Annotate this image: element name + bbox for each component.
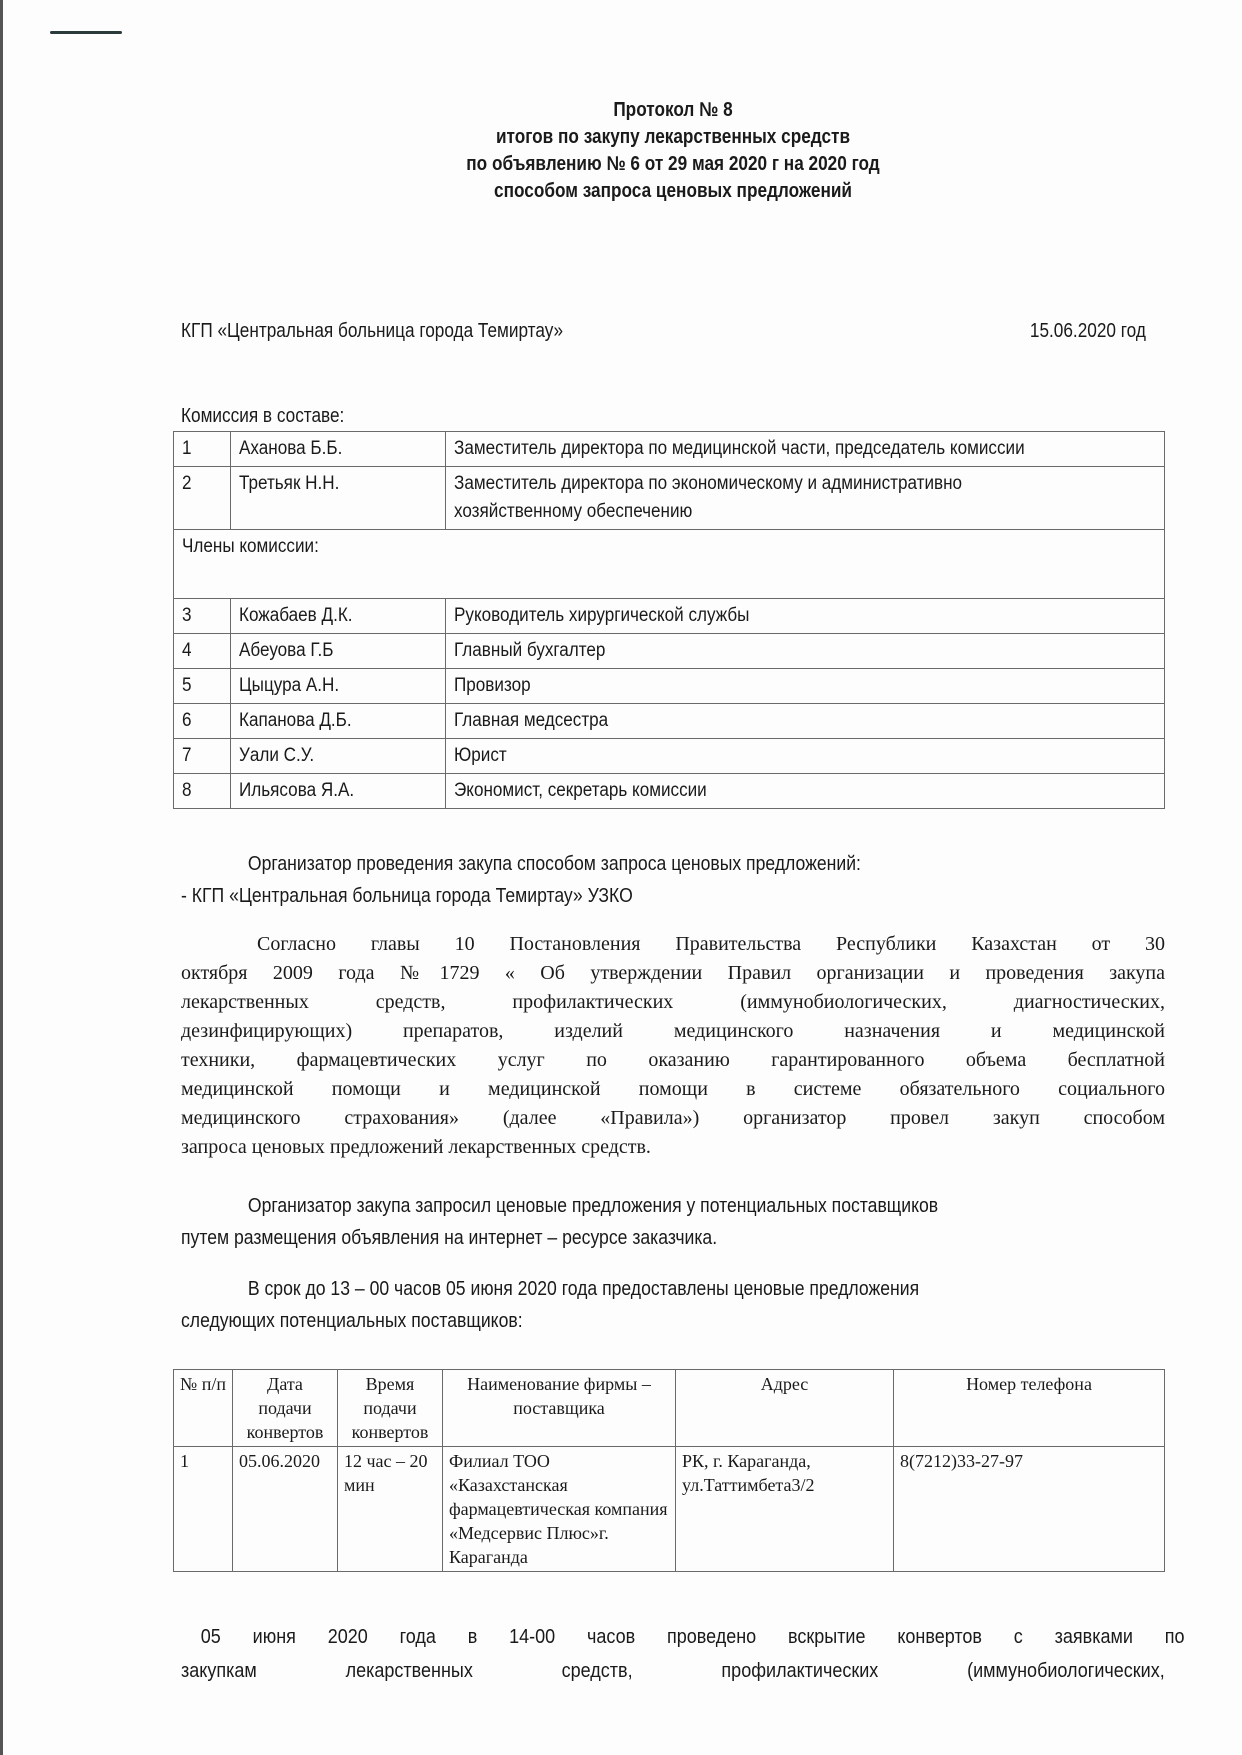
member-name: Капанова Д.Б. [239,710,352,731]
document-title-block [181,97,1165,205]
organization-name: КГП «Центральная больница города Темиртау» [181,320,564,342]
document-date: 15.06.2020 год [1030,320,1146,342]
legal-paragraph [181,930,1165,1162]
paragraph-line: путем размещения объявления на интернет – ресурсе заказчика. [181,1227,718,1249]
paragraph-line: лекарственных средств, профилактических (иммунобиологических, диагностических, [181,991,1165,1013]
paragraph-line: закупкам лекарственных средств, профилактических (иммунобиологических, [181,1660,1165,1682]
organizer-line: - КГП «Центральная больница города Темиртау» УЗКО [181,885,633,907]
subtitle-line: способом запроса ценовых предложений [494,180,852,202]
table-row [174,432,1165,467]
member-role: Главная медсестра [454,710,609,731]
organization-date-line [181,320,1146,343]
row-number: 4 [182,640,192,661]
paragraph-line: В срок до 13 – 00 часов 05 июня 2020 года предоставлены ценовые предложения [247,1278,920,1300]
table-row [174,669,1165,704]
paragraph-line: 05 июня 2020 года в 14-00 часов проведено вскрытие конвертов с заявками по [200,1626,1185,1648]
member-name: Третьяк Н.Н. [239,473,340,494]
suppliers-table [173,1369,1165,1572]
commission-label: Комиссия в составе: [181,405,345,427]
member-role: Главный бухгалтер [454,640,606,661]
row-number: 3 [182,605,192,626]
table-row [174,634,1165,669]
table-row [174,467,1165,530]
table-row [174,704,1165,739]
member-role: Юрист [454,745,507,766]
column-header: № п/п [174,1370,233,1447]
member-name: Цыцура А.Н. [239,675,340,696]
member-name: Уали С.У. [239,745,315,766]
paragraph-line: октября 2009 года №1729 « Об утверждении Правил организации и проведения закупа [181,962,1165,984]
paragraph-line: Организатор закупа запросил ценовые предложения у потенциальных поставщиков [247,1195,939,1217]
member-role: Заместитель директора по экономическому и административно хозяйственному обеспечению [454,473,963,522]
scan-edge [0,0,3,1755]
member-name: Кожабаев Д.К. [239,605,353,626]
paragraph-line: запроса ценовых предложений лекарственных средств. [181,1136,651,1158]
row-number: 7 [182,745,192,766]
submission-date: 05.06.2020 [233,1447,338,1572]
final-paragraph [181,1620,1185,1688]
member-role: Заместитель директора по медицинской части, председатель комиссии [454,438,1025,459]
corner-pen-mark [50,31,122,34]
subtitle-line: по объявлению № 6 от 29 мая 2020 г на 2020 год [466,153,880,175]
column-header: Адрес [676,1370,894,1447]
members-label: Члены комиссии: [182,536,319,557]
member-name: Ильясова Я.А. [239,780,355,801]
paragraph-line: техники, фармацевтических услуг по оказанию гарантированного объема бесплатной [181,1049,1165,1071]
column-header: Наименование фирмы – поставщика [443,1370,676,1447]
table-header-row [174,1370,1165,1447]
paragraph-line: медицинского страхования» (далее «Правила») организатор провел закуп способом [181,1107,1165,1129]
subtitle-line: итогов по закупу лекарственных средств [495,126,851,148]
column-header: Номер телефона [894,1370,1165,1447]
members-label-row [174,530,1165,599]
row-number: 2 [182,473,192,494]
table-row [174,599,1165,634]
company-name: Филиал ТОО «Казахстанская фармацевтическая компания «Медсервис Плюс»г. Караганда [443,1447,676,1572]
deadline-paragraph [181,1273,1165,1337]
table-row [174,739,1165,774]
company-phone: 8(7212)33-27-97 [894,1447,1165,1572]
row-number: 1 [174,1447,233,1572]
column-header: Дата подачи конвертов [233,1370,338,1447]
commission-table [173,431,1165,809]
protocol-title: Протокол № 8 [613,99,733,121]
submission-time: 12 час – 20 мин [338,1447,443,1572]
member-role: Провизор [454,675,531,696]
member-name: Абеуова Г.Б [239,640,334,661]
organizer-line: Организатор проведения закупа способом запроса ценовых предложений: [247,853,861,875]
member-name: Аханова Б.Б. [239,438,343,459]
table-row [174,774,1165,809]
request-paragraph [181,1190,1165,1254]
organizer-paragraph [181,848,1165,912]
paragraph-line: дезинфицирующих) препаратов, изделий медицинского назначения и медицинской [181,1020,1165,1042]
table-row [174,1447,1165,1572]
member-role: Экономист, секретарь комиссии [454,780,707,801]
member-role: Руководитель хирургической службы [454,605,750,626]
column-header: Время подачи конвертов [338,1370,443,1447]
company-address: РК, г. Караганда, ул.Таттимбета3/2 [676,1447,894,1572]
paragraph-line: медицинской помощи и медицинской помощи в системе обязательного социального [181,1078,1165,1100]
row-number: 1 [182,438,192,459]
row-number: 5 [182,675,192,696]
paragraph-line: Согласно главы 10 Постановления Правительства Республики Казахстан от 30 [257,933,1165,955]
row-number: 8 [182,780,192,801]
paragraph-line: следующих потенциальных поставщиков: [181,1310,523,1332]
row-number: 6 [182,710,192,731]
